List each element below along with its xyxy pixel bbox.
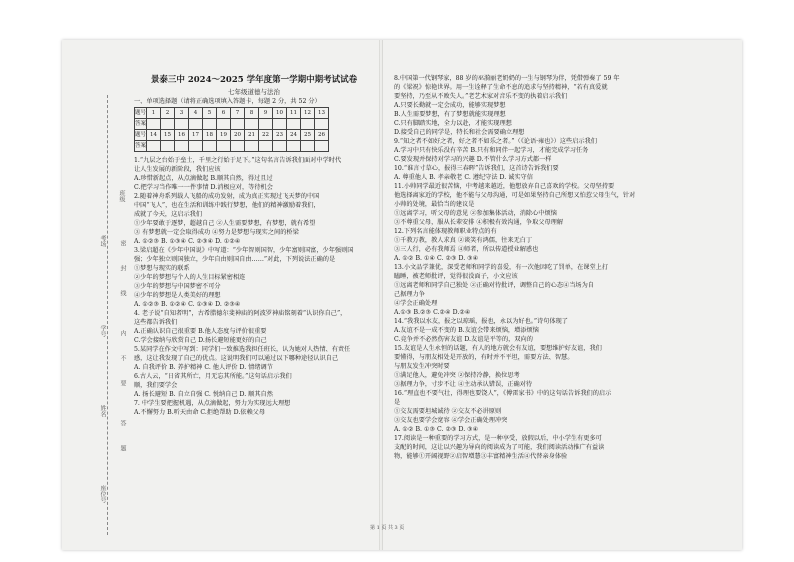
question-line: A. 自我评价 B. 养护精神 C. 他人评价 D. 情绪调节 <box>134 364 273 371</box>
question-line: ①远离老师和同学自己独处 ②正确对待批评，调整自己的心态④当场为自 <box>394 282 594 289</box>
grid-number: 10 <box>273 108 287 119</box>
question-line: C.学会接纳与欣赏自己 D.扬长避短能更好的自己 <box>134 337 267 344</box>
question-line: 2.随着神舟系列载人飞船的成功发射，成为真正实现过飞天梦的中国 <box>134 193 320 200</box>
question-line: ④学会正确处理 <box>394 300 438 307</box>
answer-cell[interactable] <box>189 119 203 130</box>
question-line: A.珍惜新起点，从点滴做起 B.顺其自然，得过且过 <box>134 175 273 182</box>
answer-cell[interactable] <box>217 119 231 130</box>
grid-number: 26 <box>315 130 329 141</box>
answer-cell[interactable] <box>315 141 329 152</box>
question-line: A. 尊重他人 B. 孝亲敬老 C. 遵纪守法 D. 诚实守信 <box>394 174 533 181</box>
question-line: ①少年要敢于逐梦，超越自己 ②人生需要梦想，有梦想，就有希望 <box>134 220 316 227</box>
question-line: 3.梁启超在《少年中国说》中写道：“少年智则国智，少年富则国富，少年强则国 <box>134 247 354 254</box>
question-line: 瞌睡，被老师批评，觉得很没面子，小文应该 <box>394 273 518 280</box>
answer-cell[interactable] <box>259 119 273 130</box>
answer-cell[interactable] <box>175 141 189 152</box>
answer-cell[interactable] <box>287 119 301 130</box>
question-line: ③ 有梦想就一定会取得成功 ④努力是梦想与现实之间的桥梁 <box>134 229 299 236</box>
question-line: 10.“谁言寸草心，报得三春晖”告诉我们，这首诗告诉我们要 <box>394 165 559 172</box>
question-line: 17.阅读是一种重要的学习方式，是一种享受，放假以后，中小学生有更多可 <box>394 435 602 442</box>
grid-number: 8 <box>245 108 259 119</box>
question-line: 12.下列名言能体现教师职业特点的有 <box>394 228 497 235</box>
question-line: 强；少年独立则国独立，少年自由则国自由……”对此，下列说法正确的是 <box>134 256 336 263</box>
right-page <box>394 74 732 479</box>
question-line: 物，能够①开阔视野②启智增慧③丰富精神生活④代替亲身体验 <box>394 453 568 460</box>
question-line: C.要发现并保持对学习的兴趣 D.不管什么学习方式都一样 <box>394 156 552 163</box>
grid-head: 题号 <box>135 130 147 141</box>
seal-char: 线 <box>119 290 126 296</box>
question-line: 14.“我我以水友，报之以琼瑶，报也，永以为好也。”诗句体现了 <box>394 318 568 325</box>
question-line: 13.小文品学兼优，深受老师和同学的喜爱，有一次他因吃了罚单，在课堂上打 <box>394 264 609 271</box>
grid-number: 6 <box>217 108 231 119</box>
answer-cell[interactable] <box>217 141 231 152</box>
grid-number: 21 <box>245 130 259 141</box>
question-line: 6.古人云，“日省其所亡，月无忘其所能。”这句话启示我们 <box>134 373 292 380</box>
question-line: ③不尊重父母，服从长辈安排 ④积极有效沟通，争取父母理解 <box>394 219 564 226</box>
grid-number: 16 <box>175 130 189 141</box>
binding-label-room: 考场 <box>99 235 106 247</box>
grid-number: 15 <box>161 130 175 141</box>
grid-number: 7 <box>231 108 245 119</box>
exam-subtitle: 七年级道德与法治 <box>228 88 280 96</box>
grid-number: 1 <box>147 108 161 119</box>
question-line <box>394 470 732 479</box>
question-line: 中国“飞人”，也在生活和训练中践行梦想，他们的精神激励着我们， <box>134 202 320 209</box>
answer-cell[interactable] <box>161 141 175 152</box>
question-line: 支配的时间，这让以兴趣为导向的阅读成为了可能，我们阅读活动推广有益读 <box>394 444 605 451</box>
question-line: 9.“知之者不如好之者，好之者不如乐之者。”（《论语·雍也》）这些启示我们 <box>394 138 597 145</box>
answer-cell[interactable] <box>161 119 175 130</box>
grid-row-number-top <box>135 108 329 119</box>
grid-number: 9 <box>259 108 273 119</box>
binding-label-seat: 座位号 <box>99 485 106 503</box>
question-line: A. ①② B. ①③ C. ②③ D. ③④ <box>394 426 479 433</box>
question-line: ①梦想与现实的联系 <box>134 265 190 272</box>
grid-number: 20 <box>231 130 245 141</box>
exam-title: 景泰三中 2024～2025 学年度第一学期中期考试试卷 <box>150 75 358 85</box>
grid-row-number-bottom <box>135 130 329 141</box>
grid-head: 答案 <box>135 119 147 130</box>
question-line: ④少年的梦想是人类美好的理想 <box>134 292 221 299</box>
question-line: A.只要长勤就一定会成功，能够实现梦想 <box>394 102 506 109</box>
seal-char: 不 <box>119 355 126 361</box>
question-line: C.把学习当作唯一一件事情 D.消极应对，等待机会 <box>134 184 273 191</box>
question-line: ③据理力争，寸步不让 ④主动承认错误，正确对待 <box>394 381 533 388</box>
question-line: 4. 老子说“自知者明”，古希腊德尔斐神庙的阿波罗神庙铭刻着“认识你自己”， <box>134 310 347 317</box>
answer-cell[interactable] <box>273 119 287 130</box>
question-line: A.正确认识自己很重要 B.他人态度与评价很重要 <box>134 328 267 335</box>
grid-number: 5 <box>203 108 217 119</box>
question-line: 1.“九层之台始于垒土，千里之行始于足下。”这句名言告诉我们面对中学时代 <box>134 157 342 164</box>
answer-cell[interactable] <box>301 119 315 130</box>
answer-cell[interactable] <box>301 141 315 152</box>
seal-char: 题 <box>119 445 126 451</box>
grid-number: 19 <box>217 130 231 141</box>
grid-number: 22 <box>259 130 273 141</box>
question-line: 16.“理直也不要气壮，得理也要饶人”，《傅雷家书》中的这句话告诉我们的启示 <box>394 390 612 397</box>
question-line: ①远离学习，听父母的意见 ②参加集体活动，消除心中烦恼 <box>394 210 557 217</box>
question-line: 要懂得，与朋友相处是开放的，有时并不平坦，需要方法、智慧。 <box>394 354 574 361</box>
question-line: 让人生发展的新阶段，我们应该 <box>134 166 221 173</box>
question-line: A.学习中只有快乐没有辛苦 B.只有和同伴一起学习，才能完成学习任务 <box>394 147 589 154</box>
grid-number: 2 <box>161 108 175 119</box>
binding-label-id: 学号 <box>99 325 106 337</box>
binding-label-name: 姓名 <box>99 405 106 417</box>
answer-cell[interactable] <box>259 141 273 152</box>
question-line: B.人生需要梦想，有了梦想就能实现理想 <box>394 111 506 118</box>
page-footer: 第 1 页 共 3 页 <box>370 525 405 531</box>
answer-cell[interactable] <box>203 119 217 130</box>
question-line: 成就了今天，这启示我们 <box>134 211 203 218</box>
grid-number: 4 <box>189 108 203 119</box>
grid-number: 18 <box>203 130 217 141</box>
answer-cell[interactable] <box>245 141 259 152</box>
grid-number: 14 <box>147 130 161 141</box>
question-line: 己据理力争 <box>394 291 425 298</box>
answer-cell[interactable] <box>203 141 217 152</box>
question-line: 要坚持，乃至从不败失人。”老艺术家对音乐不变的执着启示我们 <box>394 93 568 100</box>
binding-label-class: 班级 <box>118 190 125 202</box>
question-line: A. ①②③ B. ①②④ C. ①③④ D. ②③④ <box>134 301 241 308</box>
question-line: ③交友也要学会宽容 ④学会正确处理冲突 <box>394 417 508 424</box>
question-line: A.①③ B.②③ C.②④ D.②④ <box>394 309 471 316</box>
answer-cell[interactable] <box>147 141 161 152</box>
question-line: ①满足他人，避免冲突 ②保持冷静，换位思考 <box>394 372 520 379</box>
seal-char: 密 <box>119 240 126 246</box>
question-line: 感，这让我发现了自己的优点。这说明我们可以通过以下哪种途径认识自己 <box>134 355 339 362</box>
section-heading: 一、单项选择题（请将正确选项填入答题卡，每题 2 分，共 52 分） <box>134 98 321 105</box>
question-line: ①交友需要坦城诚待 ②交友不必讲原则 <box>394 408 502 415</box>
answer-cell[interactable] <box>147 119 161 130</box>
question-line: 11.小帅同学最近很苦恼，中考越来越近，他想放弃自己喜欢的学校。父母坚持要 <box>394 183 615 190</box>
question-line: 他选择离家近的学校，他不能与父母沟通，可是如果坚持自己所想又怕惹父母生气，针对 <box>394 192 636 199</box>
binding-strip <box>62 40 140 550</box>
grid-number: 13 <box>315 108 329 119</box>
question-line: A. 扬长避短 B. 自立自强 C. 悦纳自己 D. 顺其自然 <box>134 391 273 398</box>
question-line: ②少年的梦想与个人的人生目标紧密相连 <box>134 274 246 281</box>
question-line: ③三人行，必有我师焉 ④师者，所以传道授业解惑也 <box>394 246 539 253</box>
answer-grid <box>134 107 329 152</box>
question-line: 8.中国第一代钢琴家，88 岁的巫漪丽老奶奶的一生与钢琴为伴，凭借弹奏了 59 年 <box>394 75 620 82</box>
seal-char: 封 <box>119 265 126 271</box>
answer-cell[interactable] <box>287 141 301 152</box>
grid-number: 12 <box>301 108 315 119</box>
answer-cell[interactable] <box>189 141 203 152</box>
seal-char: 要 <box>119 380 126 386</box>
page-fold <box>379 40 383 550</box>
question-line: 15.友谊是人生永恒的话题，有人的地方就会有友谊，要想维护好友谊，我们 <box>394 345 602 352</box>
question-line <box>394 461 732 470</box>
question-line: A.不懈努力 B.听天由命 C.拒绝帮助 D.依赖父母 <box>134 409 266 416</box>
grid-number: 25 <box>301 130 315 141</box>
answer-cell[interactable] <box>315 119 329 130</box>
question-line: 5.某同学在作文中写到：同学们一致推选我担任班长，认为她对人热情、有责任 <box>134 346 351 353</box>
left-page <box>134 74 374 417</box>
answer-cell[interactable] <box>245 119 259 130</box>
binding-cut-line <box>107 95 108 535</box>
question-line: 7. 中学生要把握机遇，从点滴做起，努力为实现远大理想 <box>134 400 291 407</box>
answer-cell[interactable] <box>273 141 287 152</box>
grid-head: 题号 <box>135 108 147 119</box>
answer-cell[interactable] <box>175 119 189 130</box>
question-line: A.友谊不是一成不变的 B.友谊会带来烦恼，增添烦恼 <box>394 327 539 334</box>
grid-row-answer-top <box>135 119 329 130</box>
question-line: 这些都告诉我们 <box>134 319 178 326</box>
question-line: 与朋友发生冲突时要 <box>394 363 450 370</box>
grid-number: 3 <box>175 108 189 119</box>
question-line: ③少年的梦想与中国梦密不可分 <box>134 283 221 290</box>
question-line: A. ①② B. ①④ C. ②③ D. ③④ <box>394 255 479 262</box>
grid-number: 17 <box>189 130 203 141</box>
answer-cell[interactable] <box>231 141 245 152</box>
answer-cell[interactable] <box>231 119 245 130</box>
grid-number: 24 <box>287 130 301 141</box>
question-line: A. ①②③ B. ①③④ C. ②③④ D. ①②④ <box>134 238 241 245</box>
grid-number: 23 <box>273 130 287 141</box>
question-line: D.接受自己的同学是，特长和社会需要确立理想 <box>394 129 525 136</box>
question-line: 顺，我们要学会 <box>134 382 178 389</box>
question-line: 小帅的处境，最恰当的建议是 <box>394 201 475 208</box>
question-line: C.只有脚踏实地，全力以赴，才能实现理想 <box>394 120 512 127</box>
question-line: ①千教万教，教人求真 ②谈笑有鸿儒，往来无白丁 <box>394 237 533 244</box>
seal-char: 内 <box>119 330 126 336</box>
grid-row-answer-bottom <box>135 141 329 152</box>
grid-number: 11 <box>287 108 301 119</box>
question-line: 的《梁祝》惊艳世界。用一生诠释了生命不息的追求与坚持精神，“若有真爱就 <box>394 84 608 91</box>
grid-head: 答案 <box>135 141 147 152</box>
question-line: C.竞争并不必然伤害友谊 D.友谊是平等的，双向的 <box>394 336 533 343</box>
question-line: 是 <box>394 399 401 406</box>
seal-char: 答 <box>119 420 126 426</box>
